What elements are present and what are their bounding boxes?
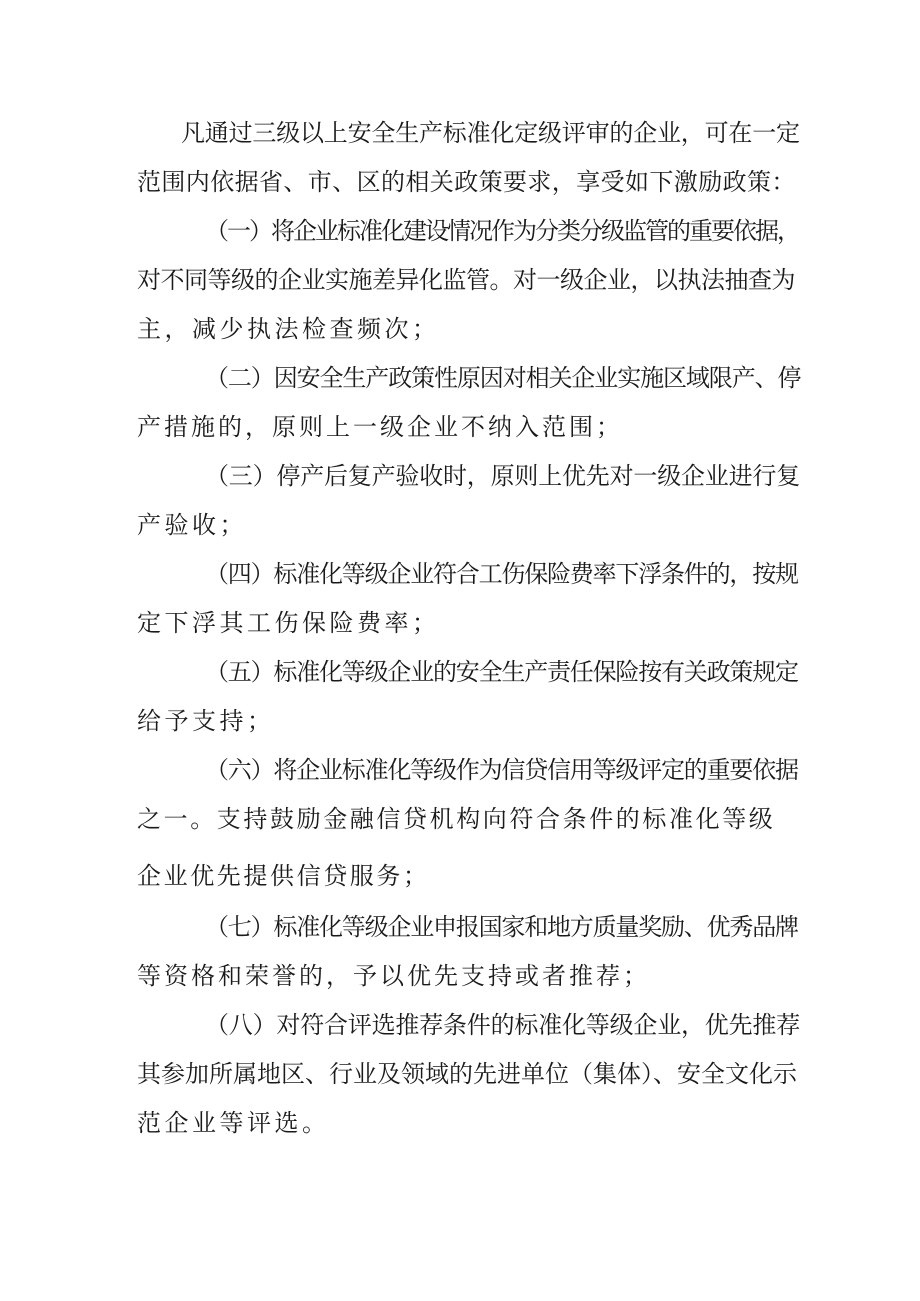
policy-item-4-line-1: （四）标准化等级企业符合工伤保险费率下浮条件的，按规 xyxy=(205,560,798,588)
policy-item-2-line-1: （二）因安全生产政策性原因对相关企业实施区域限产、停 xyxy=(205,364,801,392)
policy-item-3-line-2: 产验收； xyxy=(137,511,247,539)
policy-item-1-line-1: （一）将企业标准化建设情况作为分类分级监管的重要依据， xyxy=(205,217,799,245)
policy-item-1-line-2: 对不同等级的企业实施差异化监管。对一级企业，以执法抽查为 xyxy=(137,266,795,294)
policy-item-7-line-2: 等资格和荣誉的，予以优先支持或者推荐； xyxy=(137,962,650,990)
policy-item-8-line-3: 范企业等评选。 xyxy=(137,1109,330,1137)
policy-item-6-line-2: 之一。支持鼓励金融信贷机构向符合条件的标准化等级 xyxy=(137,805,776,833)
policy-item-3-line-1: （三）停产后复产验收时，原则上优先对一级企业进行复 xyxy=(205,462,800,490)
paragraph-intro-line-1: 凡通过三级以上安全生产标准化定级评审的企业，可在一定 xyxy=(181,119,800,147)
policy-item-8-line-2: 其参加所属地区、行业及领域的先进单位（集体）、安全文化示 xyxy=(137,1060,797,1088)
policy-item-6-line-3: 企业优先提供信贷服务； xyxy=(137,862,430,890)
policy-item-2-line-2: 产措施的，原则上一级企业不纳入范围； xyxy=(137,413,623,441)
policy-item-8-line-1: （八）对符合评选推荐条件的标准化等级企业，优先推荐 xyxy=(205,1011,800,1039)
policy-item-4-line-2: 定下浮其工伤保险费率； xyxy=(137,609,440,637)
policy-item-5-line-2: 给予支持； xyxy=(137,707,275,735)
policy-item-6-line-1: （六）将企业标准化等级作为信贷信用等级评定的重要依据 xyxy=(205,756,798,784)
policy-item-1-line-3: 主，减少执法检查频次； xyxy=(137,315,440,343)
policy-item-7-line-1: （七）标准化等级企业申报国家和地方质量奖励、优秀品牌 xyxy=(205,913,798,941)
policy-item-5-line-1: （五）标准化等级企业的安全生产责任保险按有关政策规定 xyxy=(205,658,798,686)
paragraph-intro-line-2: 范围内依据省、市、区的相关政策要求，享受如下激励政策： xyxy=(137,168,796,196)
